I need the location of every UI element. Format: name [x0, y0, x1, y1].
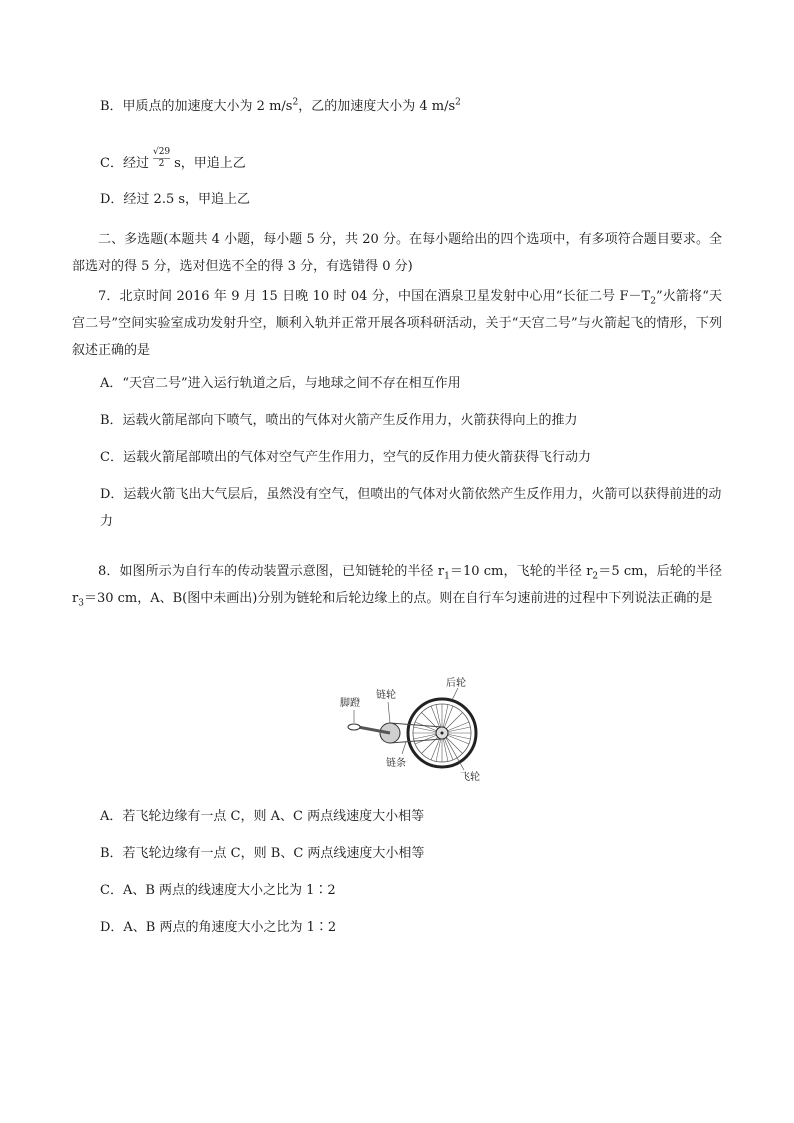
pedal — [348, 724, 360, 730]
question-7-option-a: A．“天宫二号”进入运行轨道之后，与地球之间不存在相互作用 — [100, 376, 461, 391]
question-8-option-a: A．若飞轮边缘有一点 C，则 A、C 两点线速度大小相等 — [100, 809, 425, 824]
question-8-stem: 8．如图所示为自行车的传动装置示意图，已知链轮的半径 $r_1=10$ cm，飞轮的半径 $r_2=5$ cm，后轮的半径 $r_3=30$ cm，A、B(图中未画出)分别为链轮和后轮边缘上的点。则在自行车匀速前进的过程中下列说法正确的是 — [72, 564, 722, 609]
question-8-option-b: B．若飞轮边缘有一点 C，则 B、C 两点线速度大小相等 — [100, 846, 425, 861]
axle — [441, 732, 444, 735]
label-chain: 链条 — [386, 758, 406, 769]
question-7-option-d: D．运载火箭飞出大气层后，虽然没有空气，但喷出的气体对火箭依然产生反作用力，火箭可以获得前进的动力 — [100, 487, 722, 529]
question-7-option-c: C．运载火箭尾部喷出的气体对空气产生作用力，空气的反作用力使火箭获得飞行动力 — [100, 450, 591, 465]
question-8-option-c: C．A、B 两点的线速度大小之比为 1∶2 — [100, 883, 336, 898]
label-chainring: 链轮 — [376, 690, 396, 701]
bicycle-drive-figure — [336, 672, 486, 784]
label-pedal: 脚蹬 — [340, 698, 360, 709]
question-7-option-b: B．运载火箭尾部向下喷气，喷出的气体对火箭产生反作用力，火箭获得向上的推力 — [100, 413, 578, 428]
question-7-stem: 7．北京时间 2016 年 9 月 15 日晚 10 时 04 分，中国在酒泉卫星发射中心用“长征二号 $F-T_2$”火箭将“天宫二号”空间实验室成功发射升空，顺利入轨并正常开展各项科研活动，关于“天宫二号”与火箭起飞的情形，下列叙述正确的是 — [72, 289, 722, 358]
section-heading: 二、多选题(本题共 4 小题，每小题 5 分，共 20 分。在每小题给出的四个选项中，有多项符合题目要求。全部选对的得 5 分，选对但选不全的得 3 分，有选错得 0 分) — [72, 232, 722, 274]
question-8-option-d: D．A、B 两点的角速度大小之比为 1∶2 — [100, 920, 337, 935]
fraction: $\frac{√29}{2}$ — [152, 147, 171, 169]
label-flywheel: 飞轮 — [460, 772, 480, 783]
label-rear-wheel: 后轮 — [446, 678, 466, 689]
prev-option-c: C．经过 $\frac{√29}{2}$ s，甲追上乙 — [100, 147, 246, 171]
prev-option-d: D．经过 2.5 s，甲追上乙 — [100, 192, 251, 207]
prev-option-b: B．甲质点的加速度大小为 2 $m/s^2$，乙的加速度大小为 4 $m/s^2$ — [100, 97, 461, 114]
